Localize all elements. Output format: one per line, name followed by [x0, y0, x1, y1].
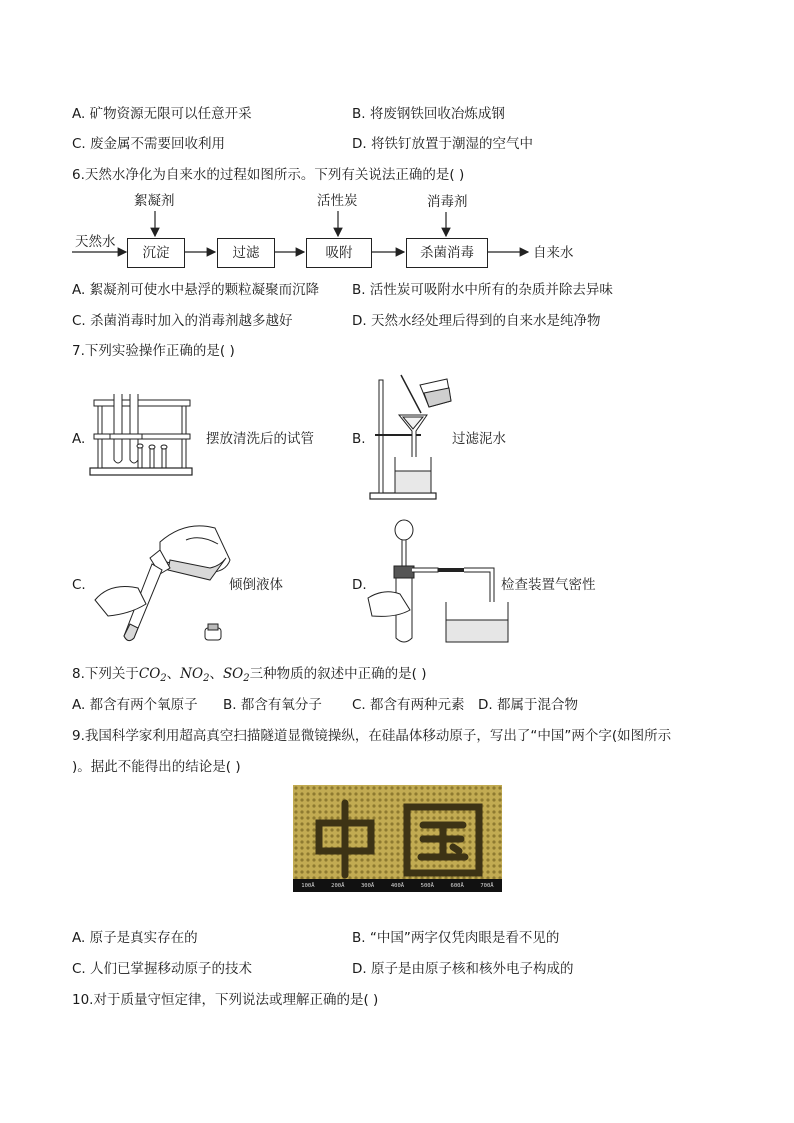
q6-stem: 6.天然水净化为自来水的过程如图所示。下列有关说法正确的是( )	[72, 167, 465, 183]
q7-d-label: 检查装置气密性	[501, 577, 596, 593]
q8-option-b: B. 都含有氧分子	[223, 697, 322, 713]
step-sedimentation: 沉淀	[127, 238, 185, 268]
test-tube-rack-figure	[90, 390, 200, 480]
step-disinfection: 杀菌消毒	[406, 238, 488, 268]
flow-input-label: 天然水	[75, 234, 116, 250]
disinfectant-label: 消毒剂	[427, 194, 468, 210]
q7-a-label: 摆放清洗后的试管	[206, 431, 314, 447]
q7-stem: 7.下列实验操作正确的是( )	[72, 343, 235, 359]
formula-no2: $NO_2$	[180, 666, 210, 684]
q7-c-label: 倾倒液体	[229, 577, 283, 593]
q6-option-c: C. 杀菌消毒时加入的消毒剂越多越好	[72, 313, 293, 329]
q8-option-a: A. 都含有两个氧原子	[72, 697, 198, 713]
q5-option-d: D. 将铁钉放置于潮湿的空气中	[352, 136, 533, 152]
q10-stem: 10.对于质量守恒定律，下列说法或理解正确的是( )	[72, 992, 379, 1008]
q8-option-d: D. 都属于混合物	[478, 697, 578, 713]
q8-option-c: C. 都含有两种元素	[352, 697, 465, 713]
q5-option-c: C. 废金属不需要回收利用	[72, 136, 226, 152]
q9-stem-line2: )。据此不能得出的结论是( )	[72, 759, 241, 775]
formula-co2: $CO_2$	[138, 666, 167, 684]
flocculant-label: 絮凝剂	[134, 193, 175, 209]
step-filtration: 过滤	[217, 238, 275, 268]
q5-option-b: B. 将废钢铁回收冶炼成钢	[352, 106, 505, 122]
q7-b-label: 过滤泥水	[452, 431, 506, 447]
q7-c-letter: C.	[72, 577, 86, 593]
q9-option-c: C. 人们已掌握移动原子的技术	[72, 961, 253, 977]
scale-label: 400Å	[390, 882, 405, 889]
q7-d-letter: D.	[352, 577, 367, 593]
stm-atom-image	[293, 785, 502, 892]
step-adsorption: 吸附	[306, 238, 372, 268]
q6-option-a: A. 絮凝剂可使水中悬浮的颗粒凝聚而沉降	[72, 282, 320, 298]
q8-stem-suffix: 三种物质的叙述中正确的是( )	[249, 666, 427, 682]
q6-option-d: D. 天然水经处理后得到的自来水是纯净物	[352, 313, 601, 329]
stm-chinese-characters	[293, 785, 502, 892]
q7-b-letter: B.	[352, 431, 366, 447]
airtightness-check-figure	[368, 518, 508, 648]
q9-option-b: B. “中国”两字仅凭肉眼是看不见的	[352, 930, 560, 946]
q9-stem-line1: 9.我国科学家利用超高真空扫描隧道显微镜操纵，在硅晶体移动原子，写出了“中国”两个字(如图所示	[72, 728, 672, 744]
formula-so2: $SO_2$	[222, 666, 250, 684]
scale-label: 200Å	[331, 882, 345, 889]
flow-output-label: 自来水	[533, 245, 574, 261]
q8-stem: 8.下列关于$CO_2$、$NO_2$、$SO_2$三种物质的叙述中正确的是( )	[72, 666, 427, 684]
scale-label: 700Å	[480, 882, 494, 889]
q5-option-a: A. 矿物资源无限可以任意开采	[72, 106, 252, 122]
pouring-liquid-figure	[90, 520, 240, 650]
scale-label: 300Å	[360, 882, 375, 889]
q9-option-d: D. 原子是由原子核和核外电子构成的	[352, 961, 574, 977]
q7-a-letter: A.	[72, 431, 86, 447]
scale-label: 100Å	[301, 882, 315, 889]
scale-label: 500Å	[420, 882, 434, 889]
flowchart-arrows	[0, 0, 794, 300]
stm-scale-bar	[293, 879, 502, 892]
q9-option-a: A. 原子是真实存在的	[72, 930, 198, 946]
q8-stem-prefix: 8.下列关于	[72, 666, 139, 682]
filtration-figure	[365, 375, 465, 505]
scale-label: 600Å	[450, 882, 464, 889]
carbon-label: 活性炭	[317, 193, 358, 209]
q6-option-b: B. 活性炭可吸附水中所有的杂质并除去异味	[352, 282, 613, 298]
